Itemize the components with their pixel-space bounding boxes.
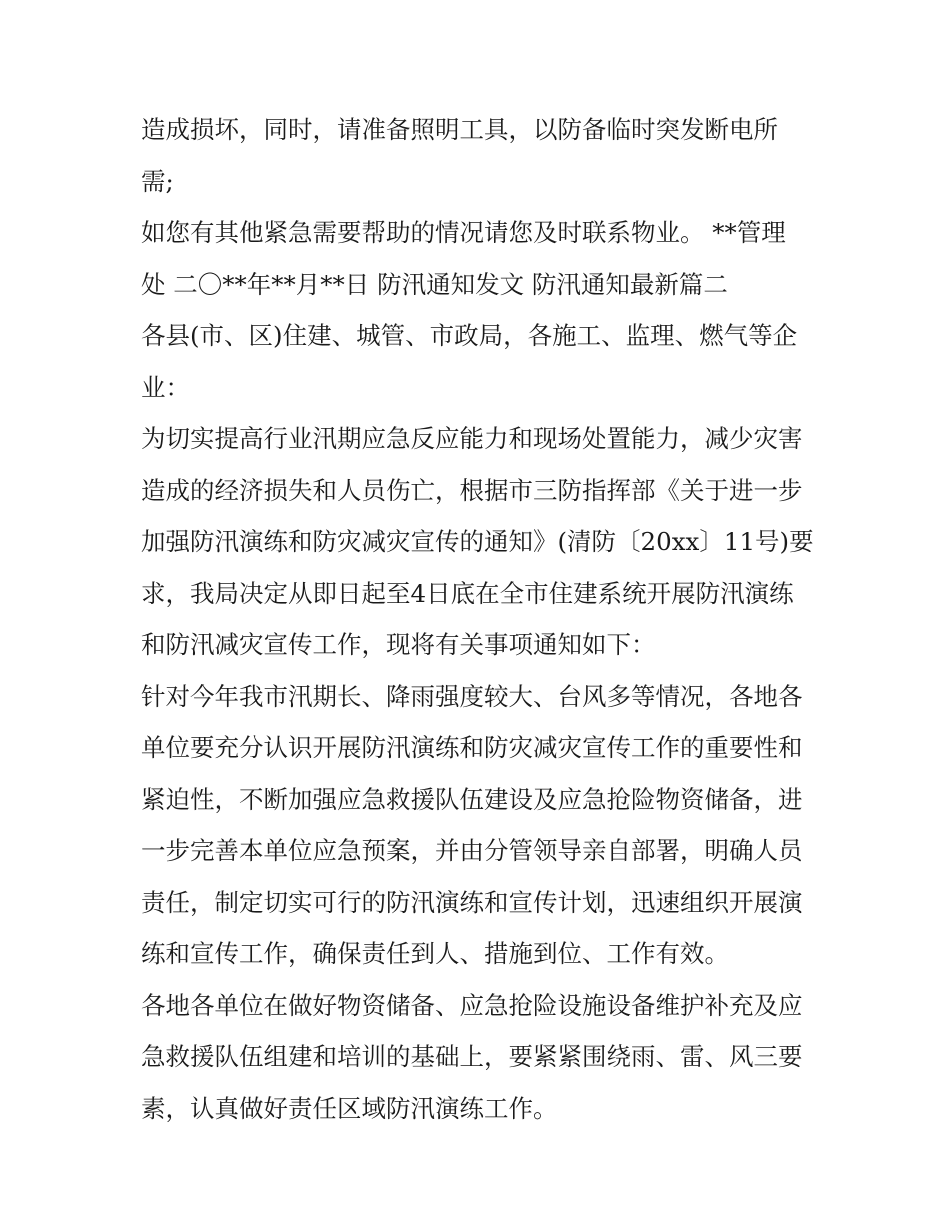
text-line: 处 二〇**年**月**日 防汛通知发文 防汛通知最新篇二: [141, 269, 728, 299]
text-line: 加强防汛演练和防灾减灾宣传的通知》(清防〔20xx〕11号)要: [141, 527, 814, 556]
text-line: 一步完善本单位应急预案，并由分管领导亲自部署，明确人员: [141, 836, 803, 865]
text-line: 单位要充分认识开展防汛演练和防灾减灾宣传工作的重要性和: [141, 733, 803, 762]
text-line: 素，认真做好责任区域防汛演练工作。: [141, 1093, 558, 1123]
text-line: 需;: [141, 166, 174, 196]
text-line: 业：: [141, 372, 190, 402]
text-line: 各县(市、区)住建、城管、市政局，各施工、监理、燃气等企: [141, 321, 798, 350]
text-line: 急救援队伍组建和培训的基础上，要紧紧围绕雨、雷、风三要: [141, 1042, 803, 1071]
text-line: 为切实提高行业汛期应急反应能力和现场处置能力，减少灾害: [141, 424, 803, 453]
text-line: 求，我局决定从即日起至4日底在全市住建系统开展防汛演练: [141, 578, 794, 608]
text-line: 和防汛减灾宣传工作，现将有关事项通知如下：: [141, 630, 656, 659]
text-line: 责任，制定切实可行的防汛演练和宣传计划，迅速组织开展演: [141, 887, 803, 917]
text-line: 紧迫性，不断加强应急救援队伍建设及应急抢险物资储备，进: [141, 784, 803, 814]
text-line: 造成的经济损失和人员伤亡，根据市三防指挥部《关于进一步: [141, 475, 803, 505]
document-body: [141, 104, 821, 1134]
text-line: 各地各单位在做好物资储备、应急抢险设施设备维护补充及应: [141, 990, 803, 1020]
text-line: 造成损坏，同时，请准备照明工具，以防备临时突发断电所: [141, 115, 778, 144]
text-line: 练和宣传工作，确保责任到人、措施到位、工作有效。: [141, 939, 729, 968]
text-line: 针对今年我市汛期长、降雨强度较大、台风多等情况，各地各: [141, 681, 803, 711]
text-line: 如您有其他紧急需要帮助的情况请您及时联系物业。 **管理: [141, 218, 786, 247]
